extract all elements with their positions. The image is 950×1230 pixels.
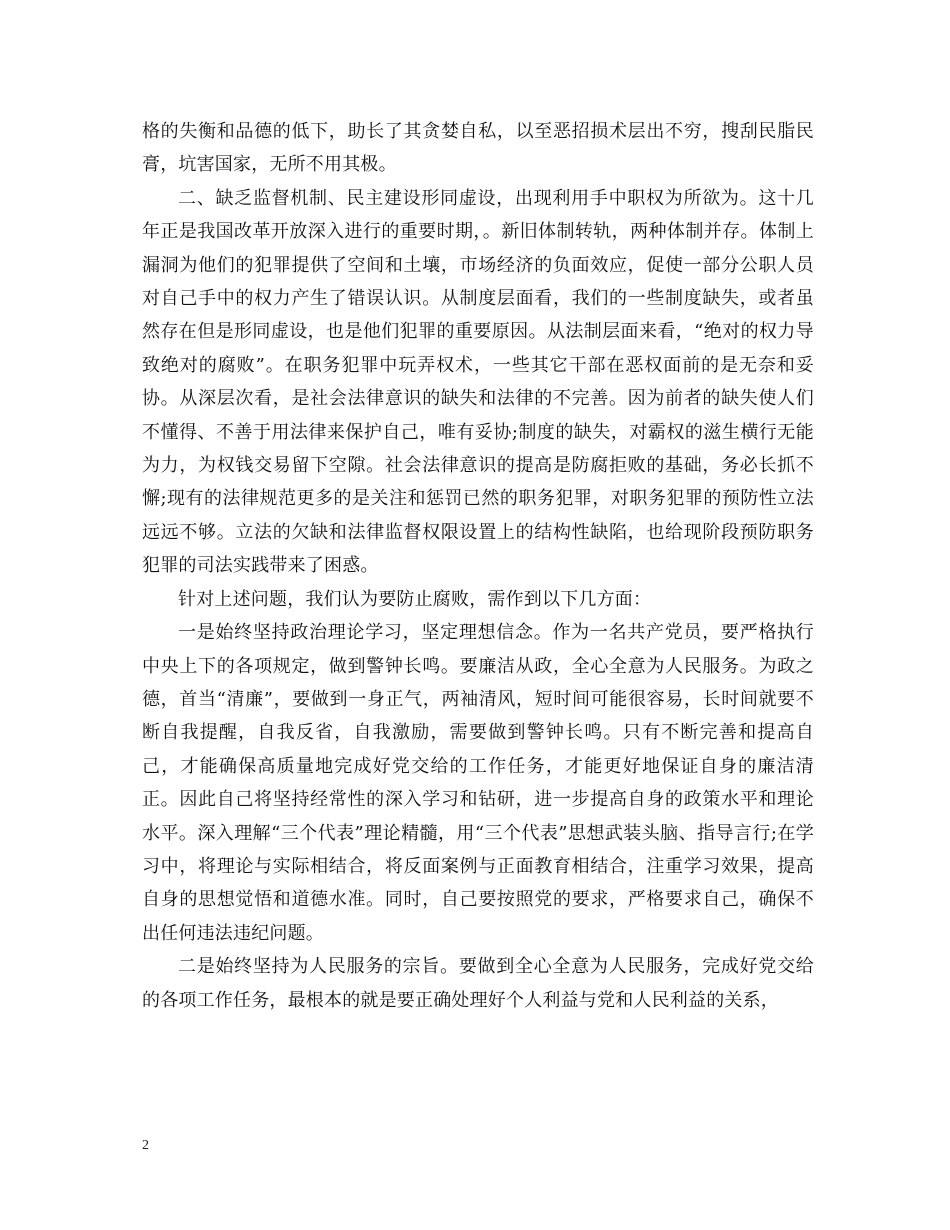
paragraph-continuation: 格的失衡和品德的低下，助长了其贪婪自私，以至恶招损术层出不穷，搜刮民脂民膏，坑害国家，无所不用其极。 xyxy=(142,121,814,176)
paragraph-serve-people: 二是始终坚持为人民服务的宗旨。要做到全心全意为人民服务，完成好党交给的各项工作任务，最根本的就是要正确处理好个人利益与党和人民利益的关系， xyxy=(142,956,814,1011)
document-body xyxy=(142,115,814,1017)
paragraph-countermeasures-intro: 针对上述问题，我们认为要防止腐败，需作到以下几方面： xyxy=(178,588,652,610)
paragraph-supervision-mechanism: 二、缺乏监督机制、民主建设形同虚设，出现利用手中职权为所欲为。这十几年正是我国改革开放深入进行的重要时期，。新旧体制转轨，两种体制并存。体制上漏洞为他们的犯罪提供了空间和土壤，市场经济的负面效应，促使一部分公职人员对自己手中的权力产生了错误认识。从制度层面看，我们的一些制度缺失，或者虽然存在但是形同虚设，也是他们犯罪的重要原因。从法制层面来看，“绝对的权力导致绝对的腐败”。在职务犯罪中玩弄权术，一些其它干部在恶权面前的是无奈和妥协。从深层次看，是社会法律意识的缺失和法律的不完善。因为前者的缺失使人们不懂得、不善于用法律来保护自己，唯有妥协;制度的缺失，对霸权的滋生横行无能为力，为权钱交易留下空隙。社会法律意识的提高是防腐拒败的基础，务必长抓不懈;现有的法律规范更多的是关注和惩罚已然的职务犯罪，对职务犯罪的预防性立法远远不够。立法的欠缺和法律监督权限设置上的结构性缺陷，也给现阶段预防职务犯罪的司法实践带来了困惑。 xyxy=(142,187,814,577)
page-number: 2 xyxy=(142,1138,149,1153)
paragraph-political-study: 一是始终坚持政治理论学习，坚定理想信念。作为一名共产党员，要严格执行中央上下的各项规定，做到警钟长鸣。要廉洁从政，全心全意为人民服务。为政之德，首当“清廉”，要做到一身正气，两袖清风，短时间可能很容易，长时间就要不断自我提醒，自我反省，自我激励，需要做到警钟长鸣。只有不断完善和提高自己，才能确保高质量地完成好党交给的工作任务，才能更好地保证自身的廉洁清正。因此自己将坚持经常性的深入学习和钻研，进一步提高自身的政策水平和理论水平。深入理解“三个代表”理论精髓，用“三个代表”思想武装头脑、指导言行;在学习中，将理论与实际相结合，将反面案例与正面教育相结合，注重学习效果，提高自身的思想觉悟和道德水准。同时，自己要按照党的要求，严格要求自己，确保不出任何违法违纪问题。 xyxy=(142,622,814,944)
